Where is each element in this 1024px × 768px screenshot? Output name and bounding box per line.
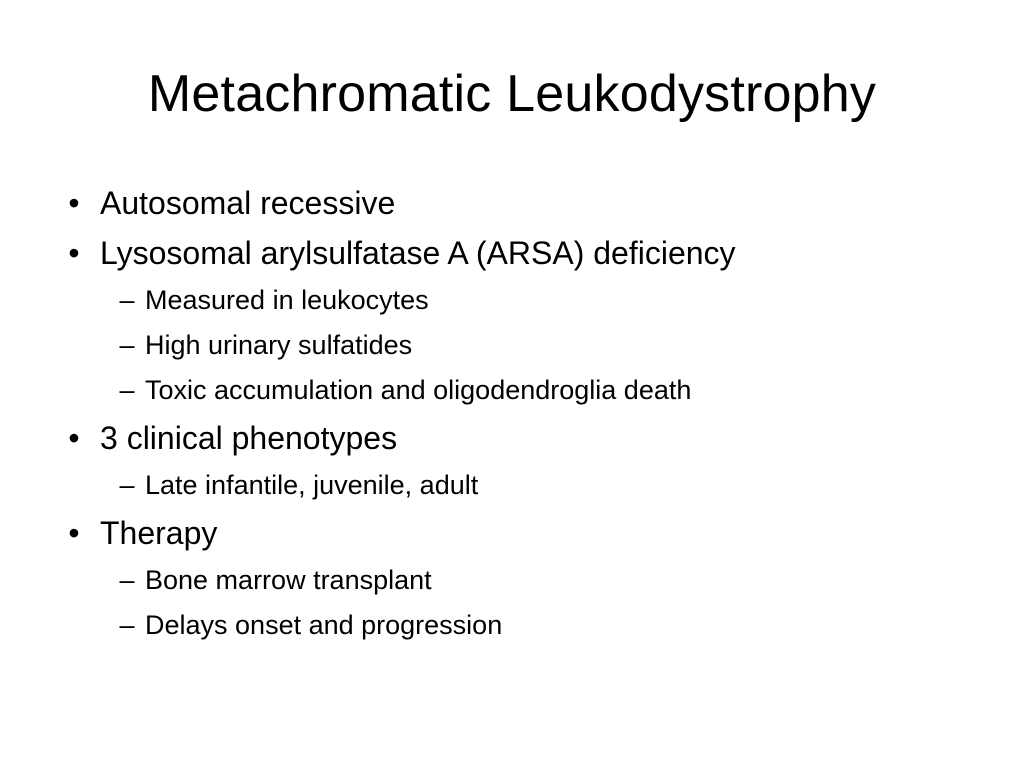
- sub-bullet-text: Bone marrow transplant: [145, 565, 432, 595]
- sub-bullet-item: [60, 463, 980, 508]
- bullet-item: [60, 178, 980, 228]
- dash-icon: –: [119, 470, 135, 500]
- sub-bullet-item: [60, 323, 980, 368]
- dash-icon: –: [119, 565, 135, 595]
- sub-bullet-text: Delays onset and progression: [145, 610, 503, 640]
- sub-bullet-text: Toxic accumulation and oligodendroglia death: [145, 375, 692, 405]
- sub-bullet-item: [60, 278, 980, 323]
- sub-bullet-item: [60, 558, 980, 603]
- dash-icon: –: [119, 375, 135, 405]
- bullet-text: Therapy: [100, 515, 218, 551]
- sub-bullet-list: [100, 558, 980, 648]
- slide-title: Metachromatic Leukodystrophy: [147, 65, 877, 123]
- sub-bullet-list: [100, 463, 980, 508]
- bullet-item: [60, 413, 980, 508]
- sub-bullet-text: Late infantile, juvenile, adult: [145, 470, 479, 500]
- sub-bullet-item: [60, 368, 980, 413]
- bullet-item: [60, 228, 980, 413]
- bullet-list: [60, 178, 980, 648]
- dash-icon: –: [119, 285, 135, 315]
- dash-icon: –: [119, 610, 135, 640]
- sub-bullet-text: Measured in leukocytes: [145, 285, 429, 315]
- bullet-text: 3 clinical phenotypes: [100, 420, 398, 456]
- bullet-dot-icon: •: [68, 235, 80, 271]
- dash-icon: –: [119, 330, 135, 360]
- bullet-item: [60, 508, 980, 648]
- bullet-text: Lysosomal arylsulfatase A (ARSA) deficiency: [100, 235, 736, 271]
- sub-bullet-list: [100, 278, 980, 413]
- bullet-dot-icon: •: [68, 420, 80, 456]
- sub-bullet-text: High urinary sulfatides: [145, 330, 413, 360]
- bullet-dot-icon: •: [68, 185, 80, 221]
- bullet-dot-icon: •: [68, 515, 80, 551]
- bullet-text: Autosomal recessive: [100, 185, 396, 221]
- sub-bullet-item: [60, 603, 980, 648]
